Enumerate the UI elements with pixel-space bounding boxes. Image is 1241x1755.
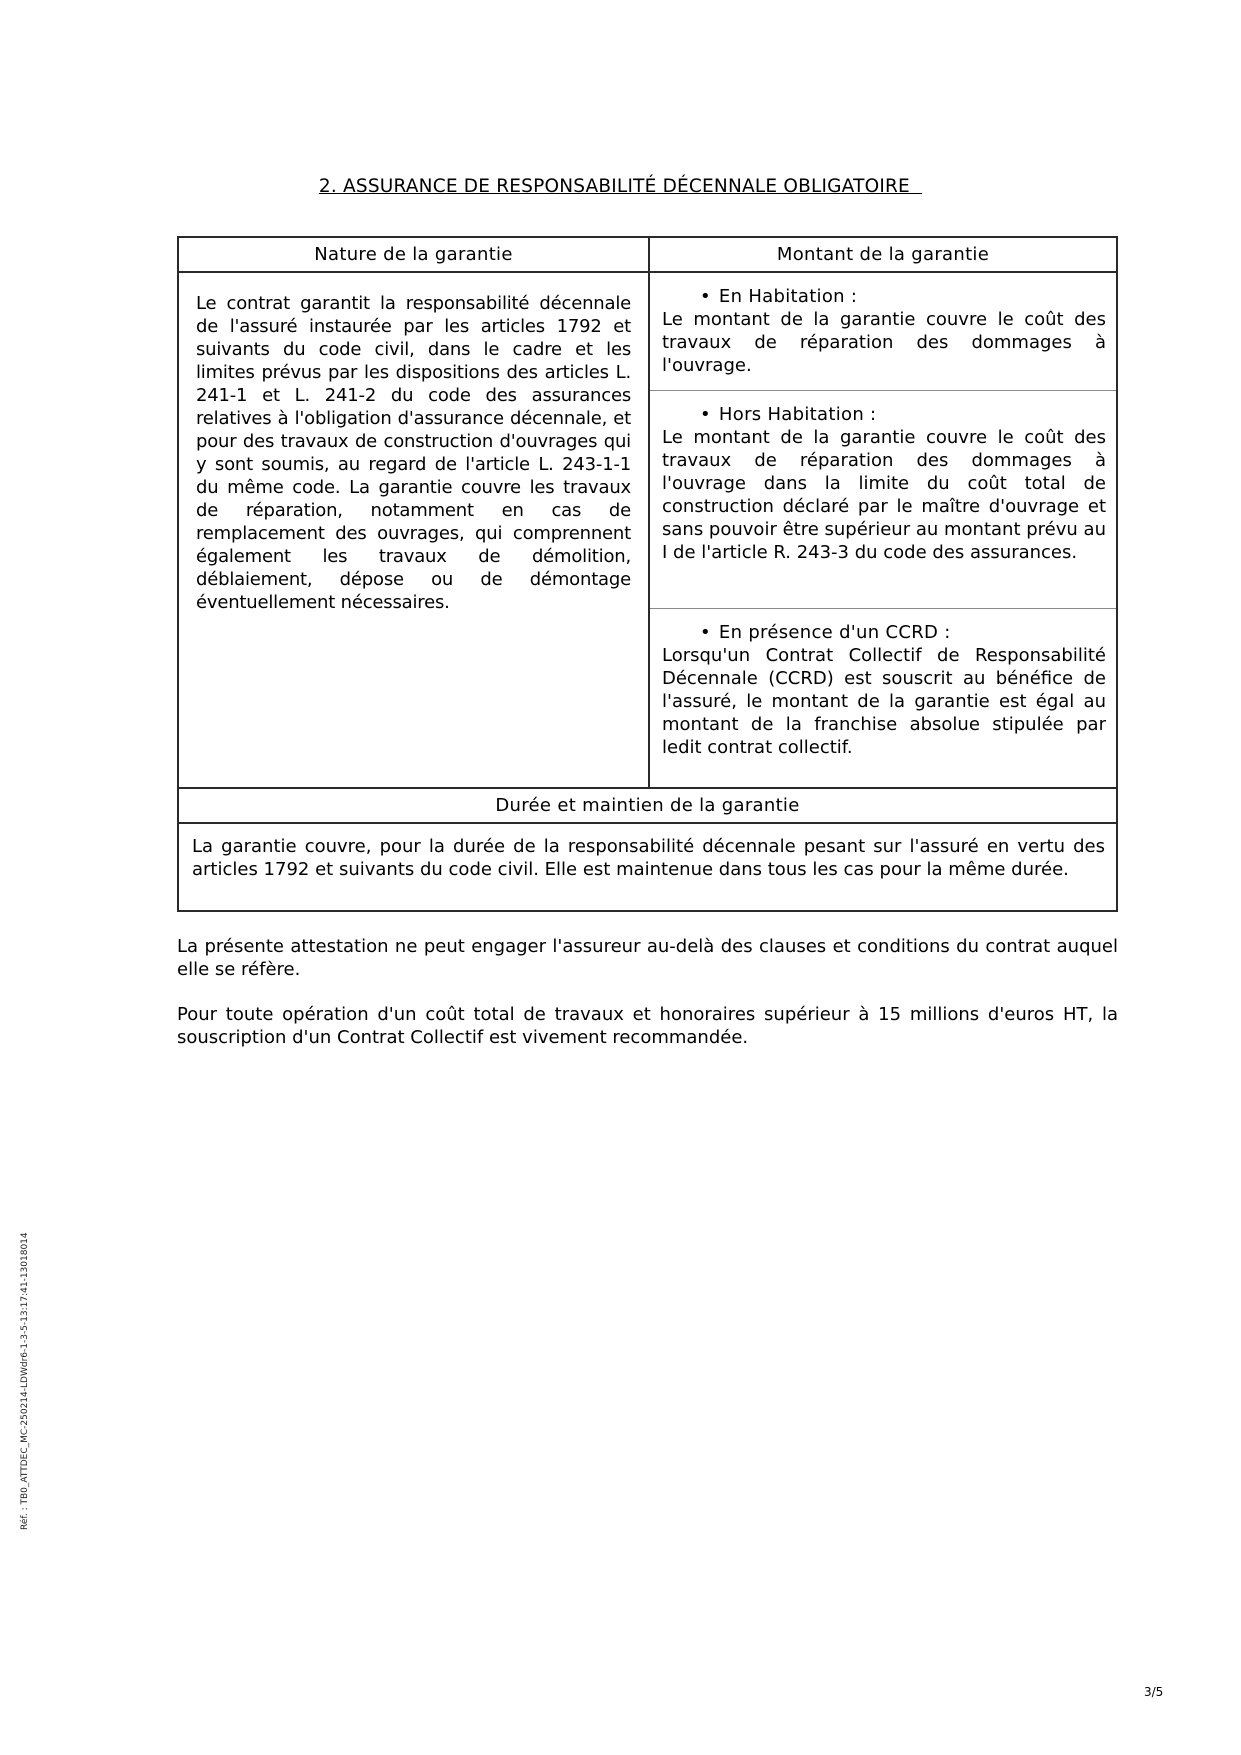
duree-body-row bbox=[178, 823, 1117, 911]
duree-cell bbox=[178, 823, 1117, 911]
section-title-text: ASSURANCE DE RESPONSABILITÉ DÉCENNALE OBLIGATOIRE bbox=[336, 176, 923, 197]
bullet-icon: • bbox=[700, 286, 711, 307]
montant-block-text: Le montant de la garantie couvre le coût des travaux de réparation des dommages à l'ouvrage dans la limite du coût total de construction déclaré par le maître d'ouvrage et sans pouvoir être supérieur au montant prévu au I de l'article R. 243-3 du code des assurances. bbox=[662, 427, 1106, 563]
bullet-icon: • bbox=[700, 622, 711, 643]
table-body-row bbox=[178, 272, 1117, 788]
guarantee-table bbox=[177, 236, 1118, 912]
header-montant: Montant de la garantie bbox=[649, 237, 1117, 272]
montant-cell bbox=[649, 272, 1117, 788]
table-header-row bbox=[178, 237, 1117, 272]
nature-text: Le contrat garantit la responsabilité décennale de l'assuré instaurée par les articles 1792 et suivants du code civil, dans le cadre et les limites prévus par les dispositions des articles L. 241-1 et L. 241-2 du code des assurances relatives à l'obligation d'assurance décennale, et pour des travaux de construction d'ouvrages qui y sont soumis, au regard de l'article L. 243-1-1 du même code. La garantie couvre les travaux de réparation, notamment en cas de remplacement des ouvrages, qui comprennent également les travaux de démolition, déblaiement, dépose ou de démontage éventuellement nécessaires. bbox=[196, 293, 631, 613]
recommendation-paragraph: Pour toute opération d'un coût total de travaux et honoraires supérieur à 15 millions d'euros HT, la souscription d'un Contrat Collectif est vivement recommandée. bbox=[177, 1004, 1118, 1048]
header-duree: Durée et maintien de la garantie bbox=[178, 788, 1117, 823]
montant-block-text: Le montant de la garantie couvre le coût des travaux de réparation des dommages à l'ouvrage. bbox=[662, 309, 1106, 376]
montant-block-hors-habitation bbox=[650, 391, 1116, 609]
header-nature: Nature de la garantie bbox=[178, 237, 649, 272]
page-number: 3/5 bbox=[1144, 1685, 1164, 1699]
document-reference: Réf. : TB0_ATTDEC_MC-250214-LDWdr6-1-3-5-13:17:41-13018014 bbox=[20, 1232, 30, 1530]
disclaimer-paragraph: La présente attestation ne peut engager l'assureur au-delà des clauses et conditions du contrat auquel elle se réfère. bbox=[177, 936, 1118, 980]
bullet-icon: • bbox=[700, 404, 711, 425]
duree-text: La garantie couvre, pour la durée de la responsabilité décennale pesant sur l'assuré en vertu des articles 1792 et suivants du code civil. Elle est maintenue dans tous les cas pour la même durée. bbox=[192, 836, 1105, 880]
duree-header-row bbox=[178, 788, 1117, 823]
montant-block-title: En présence d'un CCRD : bbox=[718, 622, 951, 643]
montant-block-text: Lorsqu'un Contrat Collectif de Responsabilité Décennale (CCRD) est souscrit au bénéfice de l'assuré, le montant de la garantie est égal au montant de la franchise absolue stipulée par ledit contrat collectif. bbox=[662, 645, 1106, 758]
montant-block-ccrd bbox=[650, 609, 1116, 787]
section-title bbox=[0, 176, 1241, 197]
montant-block-habitation bbox=[650, 273, 1116, 391]
nature-cell bbox=[178, 272, 649, 788]
section-number: 2. bbox=[318, 176, 337, 197]
montant-block-title: En Habitation : bbox=[718, 286, 858, 307]
montant-block-title: Hors Habitation : bbox=[718, 404, 877, 425]
